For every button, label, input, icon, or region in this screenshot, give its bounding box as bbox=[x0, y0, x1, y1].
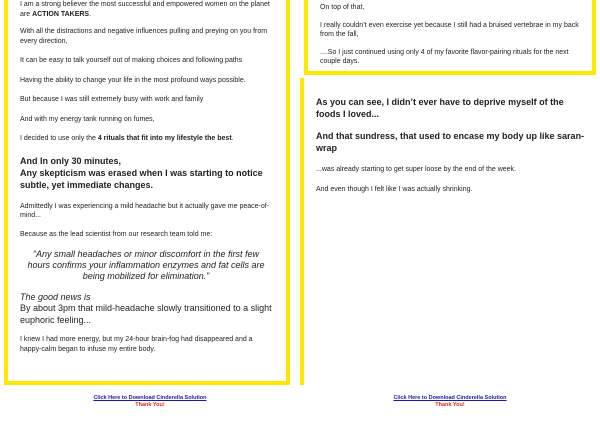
right-page bbox=[300, 0, 600, 424]
text: . bbox=[89, 10, 92, 18]
paragraph: ....So I just continued using only 4 of my favorite flavor-pairing rituals for the next couple days. bbox=[320, 48, 569, 65]
yellow-bar bbox=[300, 78, 304, 385]
paragraph: I really couldn’t even exercise yet because I still had a bruised vertebrae in my back from the fall, bbox=[320, 21, 579, 38]
paragraph: But because I was still extremely busy with work and family bbox=[20, 96, 204, 103]
bold-heading: And In only 30 minutes, bbox=[20, 155, 122, 166]
bold-text: ACTION TAKERS bbox=[32, 10, 90, 18]
left-content bbox=[20, 0, 272, 354]
thank-you-text: Thank You! bbox=[135, 402, 165, 408]
right-box-content bbox=[320, 3, 582, 67]
paragraph: Admittedly I was experiencing a mild headache but it actually gave me peace-of-mind... bbox=[20, 202, 270, 219]
text: I decided to use only the bbox=[20, 135, 98, 142]
paragraph: On top of that, bbox=[320, 4, 365, 11]
paragraph: I knew I had more energy, but my 24-hour brain-fog had disappeared and a happy-calm began to infuse my entire body. bbox=[20, 336, 253, 353]
paragraph: It can be easy to talk yourself out of making choices and following paths bbox=[20, 57, 243, 64]
bold-heading: Any skepticism was erased when I was starting to notice subtle, yet immediate changes. bbox=[20, 167, 263, 190]
bold-heading: And that sundress, that used to encase my body up like saran-wrap bbox=[316, 131, 585, 153]
bold-heading: As you can see, I didn’t ever have to deprive myself of the foods I loved... bbox=[316, 97, 564, 119]
paragraph: And even though I felt like I was actually shrinking. bbox=[316, 185, 473, 193]
quote: “Any small headaches or minor discomfort in the first few hours confirms your inflammation enzymes and fat cells are being mobilized for elimination.” bbox=[27, 249, 265, 281]
bold-text: 4 rituals that fit into my lifestyle the best bbox=[97, 135, 232, 142]
text: . bbox=[231, 135, 234, 142]
paragraph-large: By about 3pm that mild-headache slowly transitioned to a slight euphoric feeling... bbox=[20, 303, 272, 325]
page-footer bbox=[0, 395, 300, 409]
paragraph: ...was already starting to get super loose by the end of the week. bbox=[316, 166, 517, 173]
download-link[interactable]: Click Here to Download Cinderella Solution bbox=[93, 395, 207, 401]
paragraph: With all the distractions and negative influences pulling and preying on you from every direction, bbox=[20, 28, 268, 45]
page-footer bbox=[300, 395, 600, 409]
good-news-label: The good news is bbox=[20, 292, 91, 302]
paragraph: Because as the lead scientist from our research team told me: bbox=[20, 230, 213, 238]
paragraph bbox=[20, 134, 272, 144]
paragraph: Having the ability to change your life in the most profound ways possible. bbox=[20, 76, 246, 84]
download-link[interactable]: Click Here to Download Cinderella Solution bbox=[393, 395, 507, 401]
thank-you-text: Thank You! bbox=[435, 402, 465, 408]
right-content bbox=[316, 96, 588, 194]
text: I am a strong believer the most successful and empowered women on the planet are bbox=[20, 1, 270, 18]
paragraph: And with my energy tank running on fumes, bbox=[20, 115, 155, 123]
paragraph bbox=[20, 0, 272, 19]
